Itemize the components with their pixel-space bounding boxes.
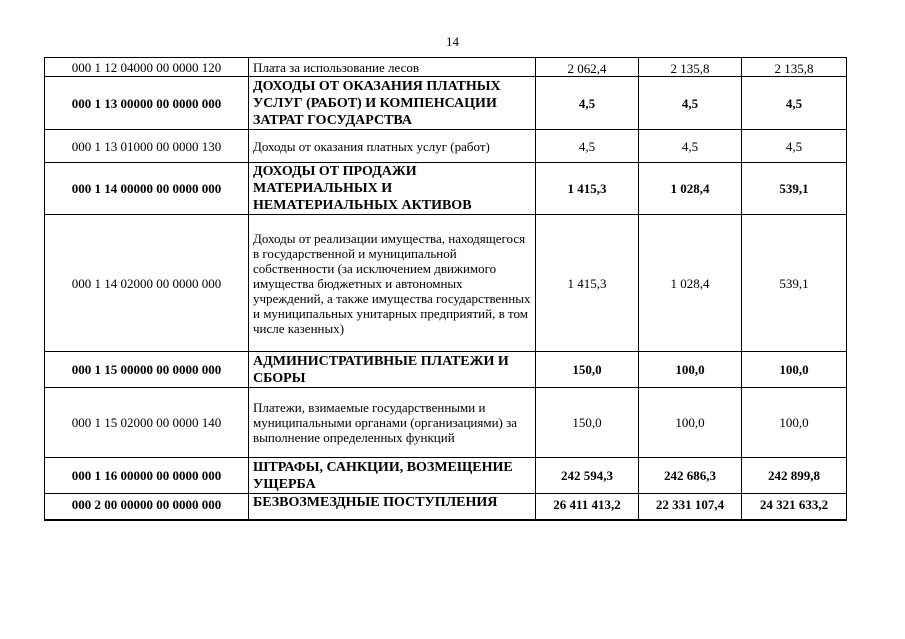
- amount-year-2: 1 028,4: [639, 163, 742, 215]
- item-name: БЕЗВОЗМЕЗДНЫЕ ПОСТУПЛЕНИЯ: [249, 494, 536, 520]
- budget-code: 000 1 15 02000 00 0000 140: [45, 388, 249, 458]
- amount-year-3: 539,1: [742, 163, 847, 215]
- amount-year-3: 2 135,8: [742, 58, 847, 77]
- item-name: ШТРАФЫ, САНКЦИИ, ВОЗМЕЩЕНИЕ УЩЕРБА: [249, 458, 536, 494]
- item-name: ДОХОДЫ ОТ ОКАЗАНИЯ ПЛАТНЫХ УСЛУГ (РАБОТ) И КОМПЕНСАЦИИ ЗАТРАТ ГОСУДАРСТВА: [249, 77, 536, 130]
- amount-year-2: 22 331 107,4: [639, 494, 742, 520]
- table-row: [45, 130, 847, 163]
- budget-code: 000 1 14 02000 00 0000 000: [45, 215, 249, 352]
- item-name: Платежи, взимаемые государственными и муниципальными органами (организациями) за выполнение определенных функций: [249, 388, 536, 458]
- amount-year-3: 4,5: [742, 77, 847, 130]
- amount-year-3: 242 899,8: [742, 458, 847, 494]
- table-row: [45, 58, 847, 77]
- amount-year-3: 539,1: [742, 215, 847, 352]
- amount-year-1: 4,5: [536, 130, 639, 163]
- table-row: [45, 215, 847, 352]
- amount-year-2: 1 028,4: [639, 215, 742, 352]
- budget-code: 000 1 12 04000 00 0000 120: [45, 58, 249, 77]
- page-number: 14: [446, 34, 459, 49]
- amount-year-1: 26 411 413,2: [536, 494, 639, 520]
- amount-year-1: 150,0: [536, 352, 639, 388]
- budget-code: 000 1 13 00000 00 0000 000: [45, 77, 249, 130]
- amount-year-2: 4,5: [639, 130, 742, 163]
- amount-year-2: 100,0: [639, 388, 742, 458]
- amount-year-2: 4,5: [639, 77, 742, 130]
- amount-year-1: 1 415,3: [536, 163, 639, 215]
- table-row: [45, 163, 847, 215]
- amount-year-3: 4,5: [742, 130, 847, 163]
- item-name: ДОХОДЫ ОТ ПРОДАЖИ МАТЕРИАЛЬНЫХ И НЕМАТЕРИАЛЬНЫХ АКТИВОВ: [249, 163, 536, 215]
- amount-year-3: 100,0: [742, 352, 847, 388]
- amount-year-2: 100,0: [639, 352, 742, 388]
- amount-year-3: 100,0: [742, 388, 847, 458]
- table-row: [45, 77, 847, 130]
- budget-code: 000 1 16 00000 00 0000 000: [45, 458, 249, 494]
- amount-year-1: 2 062,4: [536, 58, 639, 77]
- item-name: Плата за использование лесов: [249, 58, 536, 77]
- item-name: АДМИНИСТРАТИВНЫЕ ПЛАТЕЖИ И СБОРЫ: [249, 352, 536, 388]
- table-row: [45, 458, 847, 494]
- item-name: Доходы от оказания платных услуг (работ): [249, 130, 536, 163]
- amount-year-1: 1 415,3: [536, 215, 639, 352]
- table-row: [45, 388, 847, 458]
- budget-code: 000 1 13 01000 00 0000 130: [45, 130, 249, 163]
- item-name: Доходы от реализации имущества, находящегося в государственной и муниципальной собственности (за исключением движимого имущества бюджетных и автономных учреждений, а также имущества государственных и муниципальных унитарных предприятий, в том числе казенных): [249, 215, 536, 352]
- amount-year-1: 4,5: [536, 77, 639, 130]
- table-row: [45, 352, 847, 388]
- budget-code: 000 1 14 00000 00 0000 000: [45, 163, 249, 215]
- amount-year-2: 2 135,8: [639, 58, 742, 77]
- amount-year-1: 150,0: [536, 388, 639, 458]
- revenue-table: [44, 57, 847, 521]
- table-row: [45, 494, 847, 520]
- amount-year-2: 242 686,3: [639, 458, 742, 494]
- budget-code: 000 2 00 00000 00 0000 000: [45, 494, 249, 520]
- amount-year-1: 242 594,3: [536, 458, 639, 494]
- amount-year-3: 24 321 633,2: [742, 494, 847, 520]
- budget-code: 000 1 15 00000 00 0000 000: [45, 352, 249, 388]
